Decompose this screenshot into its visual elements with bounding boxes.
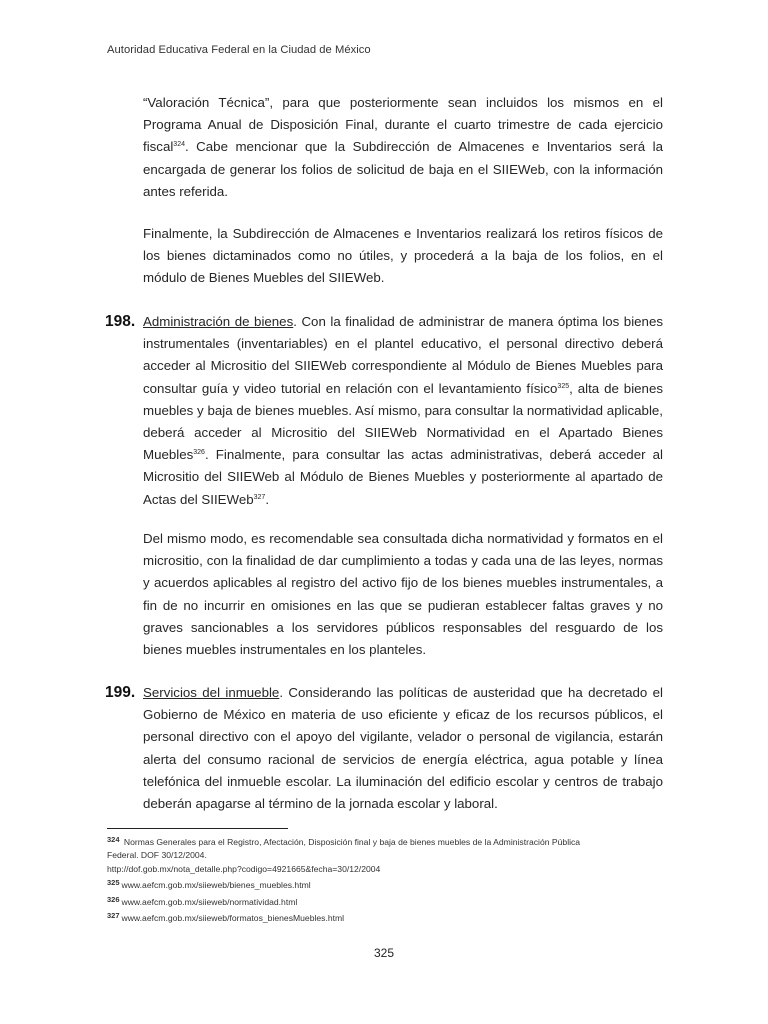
page-number: 325 xyxy=(373,946,395,960)
footnote-326 xyxy=(107,896,667,909)
footnote-number: 326 xyxy=(107,894,120,904)
footnote-324 xyxy=(107,836,667,876)
footnote-ref-324[interactable]: 324 xyxy=(173,141,185,149)
section-title: Servicios del inmueble xyxy=(143,685,280,700)
section-text: , alta de bienes muebles y baja de bienes muebles. Así mismo, para consultar la normatividad aplicable, deberá acceder al Micrositio del SIIEWeb Normatividad en el Apartado Bienes Muebles xyxy=(143,380,663,463)
paragraph-retiros-fisicos xyxy=(143,223,663,290)
footnote-number: 325 xyxy=(107,878,120,888)
paragraph-normatividad xyxy=(143,528,663,661)
paragraph-text: . Cabe mencionar que la Subdirección de Almacenes e Inventarios será la encargada de generar los folios de solicitud de baja en el SIIEWeb, con la información antes referida. xyxy=(143,139,663,199)
footnote-number: 324 xyxy=(107,835,120,844)
footnote-link[interactable]: www.aefcm.gob.mx/siieweb/bienes_muebles.html xyxy=(121,880,311,891)
footnotes xyxy=(107,836,667,925)
footnote-text: Normas Generales para el Registro, Afectación, Disposición final y baja de bienes muebles de la Administración Pública xyxy=(123,837,581,847)
footnote-link[interactable]: www.aefcm.gob.mx/siieweb/normatividad.html xyxy=(121,896,298,907)
footnote-link[interactable]: www.aefcm.gob.mx/siieweb/formatos_bienesMuebles.html xyxy=(121,913,345,924)
footnote-text: Federal. DOF 30/12/2004. xyxy=(107,850,207,861)
footnote-327 xyxy=(107,912,667,925)
paragraph-text: Finalmente, la Subdirección de Almacenes e Inventarios realizará los retiros físicos de los bienes dictaminados como no útiles, y procederá a la baja de los folios, en el módulo de Bienes Muebles del SIIEWeb. xyxy=(143,226,663,286)
paragraph-text: Del mismo modo, es recomendable sea consultada dicha normatividad y formatos en el micrositio, con la finalidad de dar cumplimiento a todas y cada una de las leyes, normas y acuerdos aplicables al registro del activo fijo de los bienes muebles instrumentales, a fin de no incurrir en omisiones en las que se pudieran establecer faltas graves y no graves sancionables a los servidores públicos responsables del resguardo de los bienes muebles instrumentales en los planteles. xyxy=(143,531,663,658)
section-number: 198. xyxy=(105,313,136,330)
footnote-link[interactable]: http://dof.gob.mx/nota_detalle.php?codigo=4921665&fecha=30/12/2004 xyxy=(107,863,381,874)
section-199 xyxy=(105,682,663,815)
running-header: Autoridad Educativa Federal en la Ciudad de México xyxy=(107,44,371,56)
section-text: . Finalmente, para consultar las actas administrativas, deberá acceder al Micrositio del SIIEWeb al Módulo de Bienes Muebles y posteriormente al apartado de Actas del SIIEWeb xyxy=(143,447,663,507)
section-title: Administración de bienes xyxy=(143,314,294,329)
paragraph-valoracion-tecnica xyxy=(143,92,663,203)
footnote-ref-326[interactable]: 326 xyxy=(193,449,205,457)
paragraph-text: “Valoración Técnica”, para que posteriormente sean incluidos los mismos en el Programa Anual de Disposición Final, durante el cuarto trimestre de cada ejercicio fiscal xyxy=(143,95,663,155)
footnote-number: 327 xyxy=(107,911,120,921)
footnote-ref-327[interactable]: 327 xyxy=(253,493,266,501)
section-text: . xyxy=(265,491,270,507)
section-198 xyxy=(105,311,663,511)
section-text: . Considerando las políticas de austeridad que ha decretado el Gobierno de México en materia de uso eficiente y eficaz de los recursos públicos, el personal directivo con el apoyo del vigilante, velador o personal de vigilancia, estarán alerta del consumo racional de servicios de energía eléctrica, agua potable y línea telefónica del inmueble escolar. La iluminación del edificio escolar y centros de trabajo deberán apagarse al término de la jornada escolar y laboral. xyxy=(143,685,663,812)
footnote-divider xyxy=(107,828,288,829)
footnote-325 xyxy=(107,879,667,892)
section-text: . Con la finalidad de administrar de manera óptima los bienes instrumentales (inventariables) en el plantel educativo, el personal directivo deberá acceder al Micrositio del SIIEWeb correspondiente al Módulo de Bienes Muebles para consultar guía y video tutorial en relación con el levantamiento físico xyxy=(143,314,663,396)
footnote-ref-325[interactable]: 325 xyxy=(557,382,570,390)
section-number: 199. xyxy=(105,684,136,701)
